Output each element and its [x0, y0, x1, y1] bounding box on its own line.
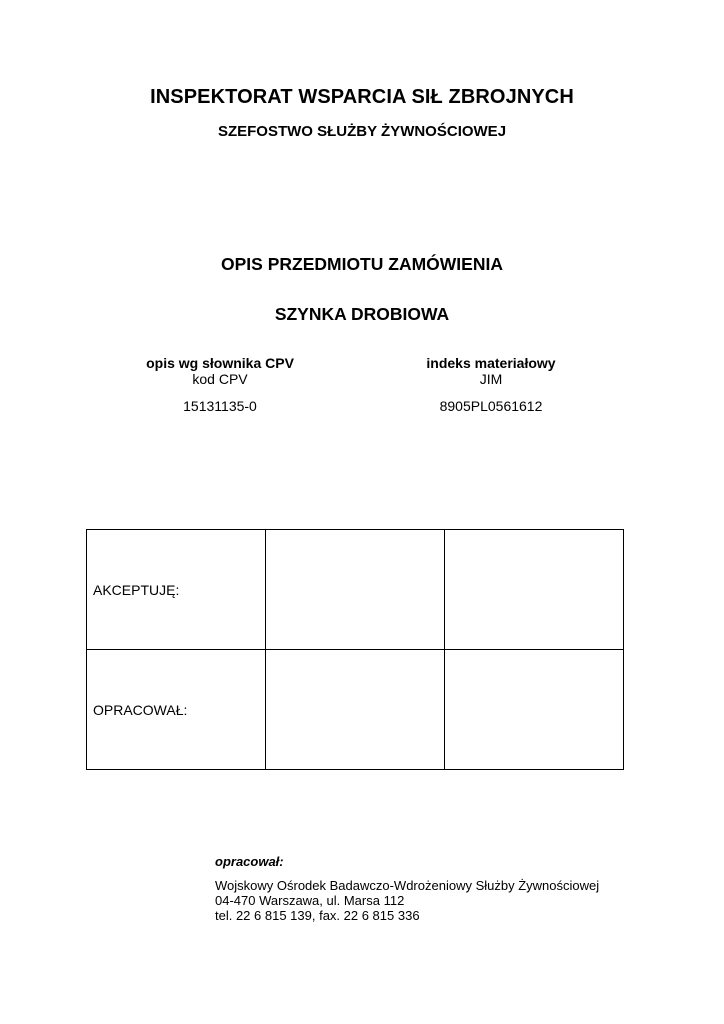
cpv-code: 15131135-0 [183, 398, 257, 414]
document-title: OPIS PRZEDMIOTU ZAMÓWIENIA [221, 254, 503, 274]
institute-address: 04-470 Warszawa, ul. Marsa 112 [215, 893, 405, 908]
cpv-heading: opis wg słownika CPV [146, 355, 294, 371]
document-subject: SZYNKA DROBIOWA [274, 304, 450, 324]
prepared-by-block [215, 854, 599, 923]
approval-row-accept [87, 530, 624, 650]
prepared-label: OPRACOWAŁ: [87, 650, 266, 770]
material-index-column [371, 355, 611, 414]
material-index-heading: indeks materiałowy [426, 355, 556, 371]
accept-date-cell [445, 530, 624, 650]
approval-row-prepared [87, 650, 624, 770]
cpv-label: kod CPV [192, 371, 248, 387]
institute-name: Wojskowy Ośrodek Badawczo-Wdrożeniowy Służby Żywnościowej [215, 878, 600, 893]
organization-title: INSPEKTORAT WSPARCIA SIŁ ZBROJNYCH [150, 86, 574, 108]
prepared-by-label: opracował: [215, 854, 284, 869]
department-title: SZEFOSTWO SŁUŻBY ŻYWNOŚCIOWEJ [217, 123, 507, 140]
accept-label: AKCEPTUJĘ: [87, 530, 266, 650]
institute-contact: tel. 22 6 815 139, fax. 22 6 815 336 [215, 908, 420, 923]
jim-code: 8905PL0561612 [439, 398, 543, 414]
jim-label: JIM [479, 371, 503, 387]
prepared-signature-cell [266, 650, 445, 770]
prepared-date-cell [445, 650, 624, 770]
approval-table [86, 529, 624, 770]
cpv-column [100, 355, 340, 414]
accept-signature-cell [266, 530, 445, 650]
